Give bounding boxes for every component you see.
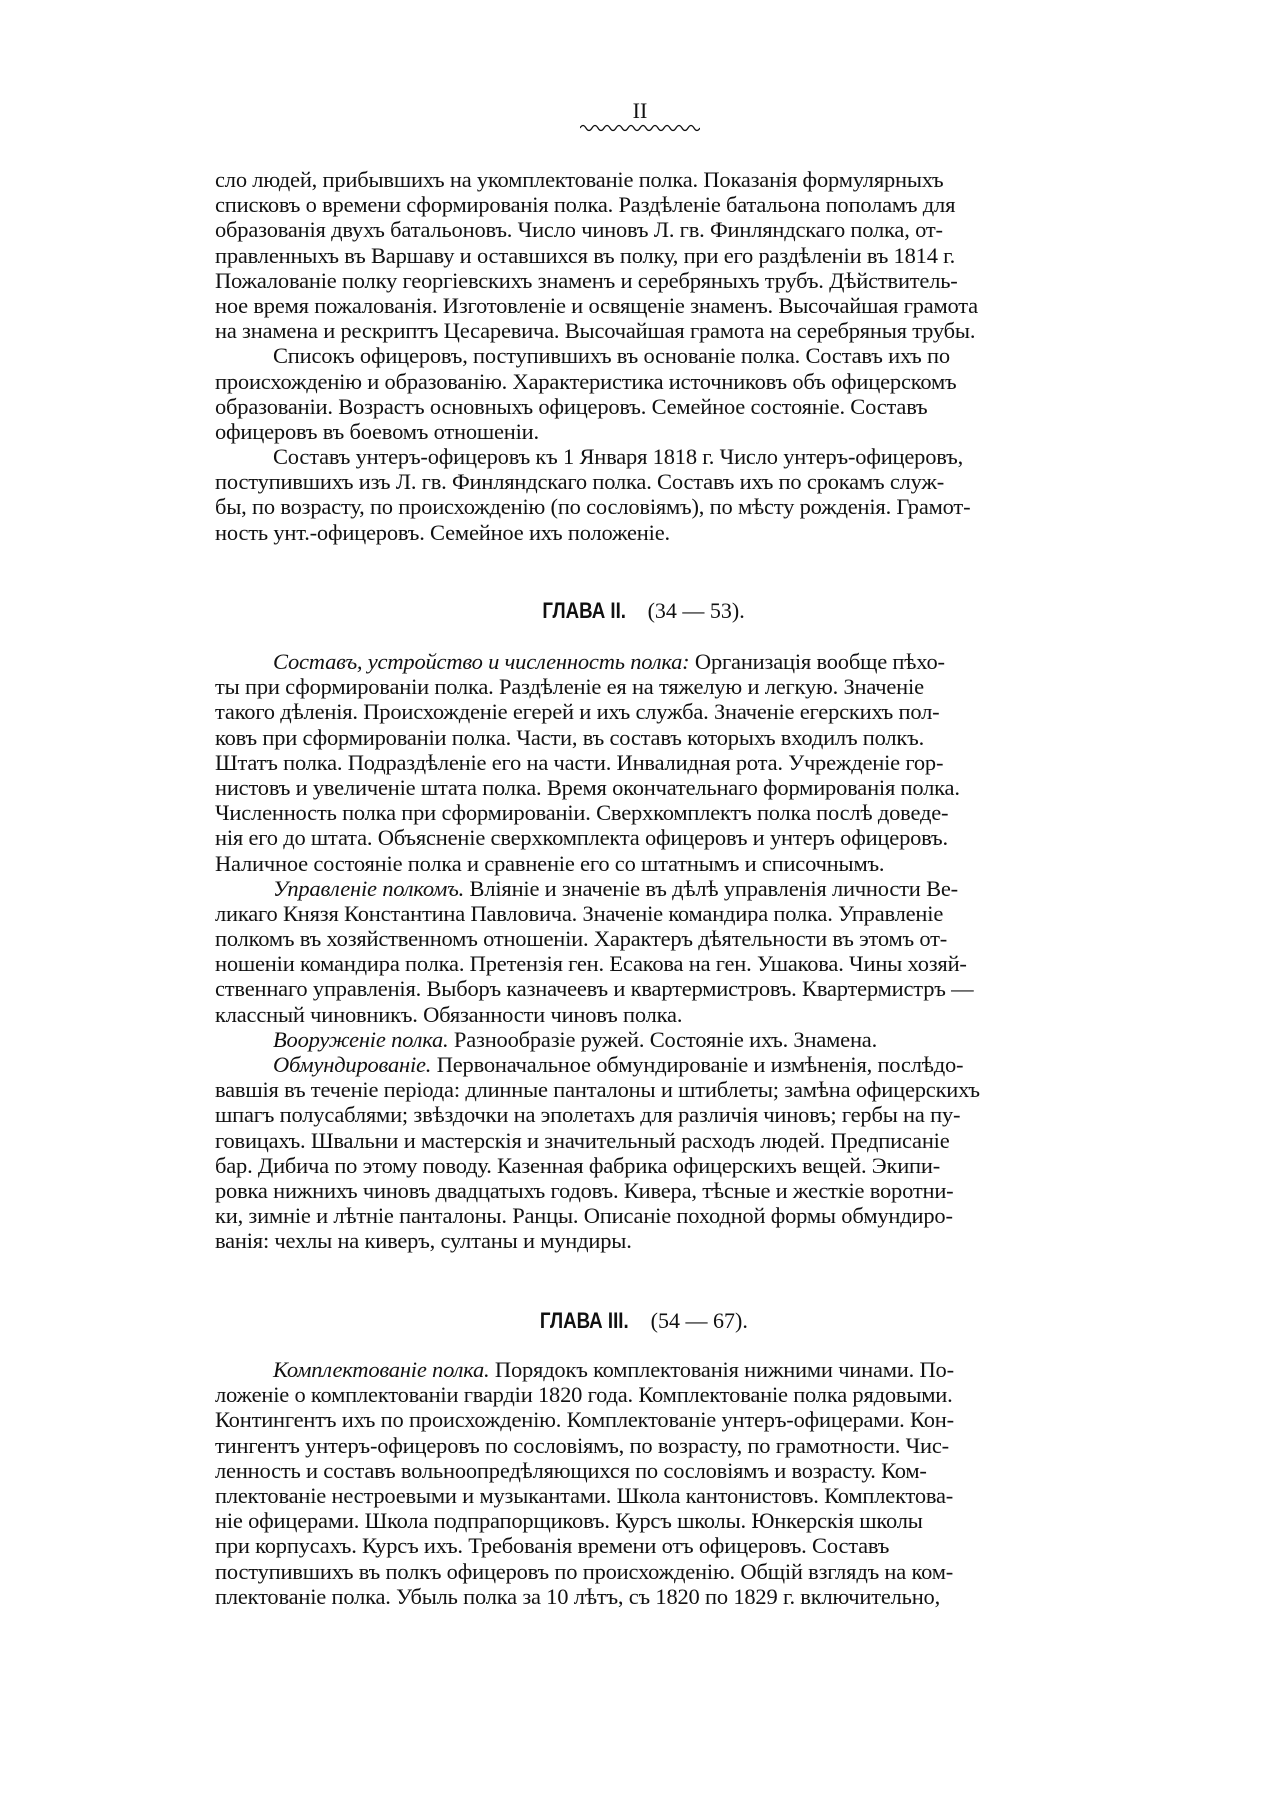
text-line [215, 343, 1073, 368]
text-line [215, 1559, 1073, 1584]
text-line [215, 1002, 1073, 1027]
line-text: ровка нижнихъ чиновъ двадцатыхъ годовъ. Кивера, тѣсные и жесткіе воротни- [215, 1177, 954, 1203]
line-text: бы, по возрасту, по происхожденію (по сословіямъ), по мѣсту рожденія. Грамот- [215, 494, 971, 520]
text-line [215, 750, 1073, 775]
line-text: Организація вообще пѣхо- [694, 649, 945, 674]
line-text: такого дѣленія. Происхожденіе егерей и ихъ служба. Значеніе егерскихъ пол- [215, 699, 940, 725]
text-line [215, 1508, 1073, 1533]
line-text: тингентъ унтеръ-офицеровъ по сословіямъ, по возрасту, по грамотности. Чис- [215, 1432, 949, 1458]
text-line [215, 851, 1073, 876]
text-line [215, 217, 1073, 242]
line-text: бар. Дибича по этому поводу. Казенная фабрика офицерскихъ вещей. Экипи- [215, 1152, 941, 1178]
chapter-title: ГЛАВА III. [540, 1308, 629, 1333]
line-text: вавшія въ теченіе періода: длинные панталоны и штиблеты; замѣна офицерскихъ [215, 1077, 980, 1103]
decorative-wavy-rule [580, 122, 700, 132]
line-text: плектованіе нестроевыми и музыкантами. Школа кантонистовъ. Комплектова- [215, 1482, 954, 1508]
line-text: нистовъ и увеличеніе штата полка. Время окончательнаго формированія полка. [215, 774, 960, 800]
chapter-pages: (54 — 67). [650, 1308, 748, 1333]
text-line [215, 1533, 1073, 1558]
line-text: классный чиновникъ. Обязанности чиновъ полка. [215, 1001, 683, 1027]
chapter-heading-2 [0, 598, 1280, 624]
line-text: полкомъ въ хозяйственномъ отношеніи. Характеръ дѣятельности въ этомъ от- [215, 926, 948, 952]
text-line [215, 167, 1073, 192]
text-line [215, 725, 1073, 750]
text-line [215, 243, 1073, 268]
text-line [215, 1052, 1073, 1077]
paragraph-lead-italic: Обмундированіе. [273, 1052, 432, 1077]
line-text: списковъ о времени сформированія полка. Раздѣленіе батальона пополамъ для [215, 192, 956, 218]
line-text: ки, зимніе и лѣтніе панталоны. Ранцы. Описаніе походной формы обмундиро- [215, 1203, 953, 1229]
chapter-title: ГЛАВА II. [542, 598, 627, 623]
text-line [215, 901, 1073, 926]
text-line [215, 318, 1073, 343]
text-block-chapter-2 [215, 649, 1073, 1254]
text-line [215, 494, 1073, 519]
line-text: нія его до штата. Объясненіе сверхкомплекта офицеровъ и унтеръ офицеровъ. [215, 825, 948, 851]
text-line [215, 800, 1073, 825]
text-line [215, 1153, 1073, 1178]
line-text: при корпусахъ. Курсъ ихъ. Требованія времени отъ офицеровъ. Составъ [215, 1533, 890, 1559]
line-text: плектованіе полка. Убыль полка за 10 лѣтъ, съ 1820 по 1829 г. включительно, [215, 1583, 941, 1609]
text-block-intro [215, 167, 1073, 545]
chapter-heading-3 [0, 1308, 1280, 1334]
line-text: правленныхъ въ Варшаву и оставшихся въ полку, при его раздѣленіи въ 1814 г. [215, 242, 956, 268]
line-text: поступившихъ въ полкъ офицеровъ по происхожденію. Общій взглядъ на ком- [215, 1558, 954, 1584]
text-line [215, 876, 1073, 901]
text-block-chapter-3 [215, 1357, 1073, 1609]
line-text: сло людей, прибывшихъ на укомплектованіе полка. Показанія формулярныхъ [215, 167, 944, 192]
line-text: офицеровъ въ боевомъ отношеніи. [215, 418, 539, 444]
text-line [215, 1407, 1073, 1432]
text-line [215, 674, 1073, 699]
text-line [215, 1102, 1073, 1127]
paragraph-lead-italic: Составъ, устройство и численность полка: [273, 649, 690, 674]
text-line [215, 1077, 1073, 1102]
text-line [215, 1382, 1073, 1407]
line-text: ніе офицерами. Школа подпрапорщиковъ. Курсъ школы. Юнкерскія школы [215, 1508, 923, 1534]
line-text: Штатъ полка. Подраздѣленіе его на части. Инвалидная рота. Учрежденіе гор- [215, 749, 944, 775]
line-text: на знамена и рескриптъ Цесаревича. Высочайшая грамота на серебряныя трубы. [215, 318, 976, 344]
text-line [215, 1128, 1073, 1153]
paragraph-lead-italic: Вооруженіе полка. [273, 1026, 449, 1052]
line-text: Составъ унтеръ-офицеровъ къ 1 Января 1818 г. Число унтеръ-офицеровъ, [273, 444, 964, 470]
line-text: ликаго Князя Константина Павловича. Значеніе командира полка. Управленіе [215, 900, 944, 926]
text-line [215, 1228, 1073, 1253]
line-text: Численность полка при сформированіи. Сверхкомплектъ полка послѣ доведе- [215, 800, 949, 826]
paragraph-lead-italic: Комплектованіе полка. [273, 1357, 490, 1382]
line-text: говицахъ. Швальни и мастерскія и значительный расходъ людей. Предписаніе [215, 1127, 950, 1153]
line-text: Вліяніе и значеніе въ дѣлѣ управленія личности Ве- [469, 875, 958, 901]
text-line [215, 699, 1073, 724]
text-line [215, 419, 1073, 444]
text-line [215, 926, 1073, 951]
line-text: Списокъ офицеровъ, поступившихъ въ основаніе полка. Составъ ихъ по [273, 343, 950, 369]
text-line [215, 951, 1073, 976]
text-line [215, 192, 1073, 217]
line-text: образованіи. Возрастъ основныхъ офицеровъ. Семейное состояніе. Составъ [215, 393, 928, 419]
text-line [215, 1458, 1073, 1483]
line-text: ложеніе о комплектованіи гвардіи 1820 года. Комплектованіе полка рядовыми. [215, 1382, 953, 1408]
line-text: ное время пожалованія. Изготовленіе и освященіе знаменъ. Высочайшая грамота [215, 292, 978, 318]
paragraph-lead-italic: Управленіе полкомъ. [273, 875, 465, 901]
text-line [215, 825, 1073, 850]
line-text: ковъ при сформированіи полка. Части, въ составъ которыхъ входилъ полкъ. [215, 724, 925, 750]
text-line [215, 649, 1073, 674]
text-line [215, 520, 1073, 545]
text-line [215, 444, 1073, 469]
text-line [215, 268, 1073, 293]
line-text: происхожденію и образованію. Характеристика источниковъ объ офицерскомъ [215, 368, 957, 394]
text-line [215, 976, 1073, 1001]
text-line [215, 469, 1073, 494]
line-text: образованія двухъ батальоновъ. Число чиновъ Л. гв. Финляндскаго полка, от- [215, 217, 943, 243]
line-text: ванія: чехлы на киверъ, султаны и мундиры. [215, 1228, 632, 1254]
line-text: ты при сформированіи полка. Раздѣленіе ея на тяжелую и легкую. Значеніе [215, 674, 924, 700]
text-line [215, 1483, 1073, 1508]
text-line [215, 1027, 1073, 1052]
line-text: Разнообразіе ружей. Состояніе ихъ. Знамена. [453, 1026, 878, 1052]
line-text: Наличное состояніе полка и сравненіе его со штатнымъ и списочнымъ. [215, 850, 885, 876]
line-text: ность унт.-офицеровъ. Семейное ихъ положеніе. [215, 519, 670, 545]
text-line [215, 1433, 1073, 1458]
line-text: поступившихъ изъ Л. гв. Финляндскаго полка. Составъ ихъ по срокамъ служ- [215, 469, 945, 495]
line-text: Пожалованіе полку георгіевскихъ знаменъ и серебряныхъ трубъ. Дѣйствитель- [215, 267, 958, 293]
line-text: ношеніи командира полка. Претензія ген. Есакова на ген. Ушакова. Чины хозяй- [215, 951, 967, 977]
page-number: II [632, 98, 648, 123]
text-line [215, 1584, 1073, 1609]
chapter-pages: (34 — 53). [647, 598, 745, 623]
line-text: ственнаго управленія. Выборъ казначеевъ и квартермистровъ. Квартермистръ — [215, 976, 974, 1002]
text-line [215, 293, 1073, 318]
line-text: ленность и составъ вольноопредѣляющихся по сословіямъ и возрасту. Ком- [215, 1457, 927, 1483]
text-line [215, 394, 1073, 419]
text-line [215, 1203, 1073, 1228]
text-line [215, 369, 1073, 394]
line-text: шпагъ полусаблями; звѣздочки на эполетахъ для различія чиновъ; гербы на пу- [215, 1102, 961, 1128]
text-line [215, 775, 1073, 800]
text-line [215, 1357, 1073, 1382]
line-text: Контингентъ ихъ по происхожденію. Комплектованіе унтеръ-офицерами. Кон- [215, 1407, 954, 1433]
line-text: Первоначальное обмундированіе и измѣненія, послѣдо- [436, 1052, 964, 1077]
line-text: Порядокъ комплектованія нижними чинами. По- [494, 1357, 954, 1382]
text-line [215, 1178, 1073, 1203]
